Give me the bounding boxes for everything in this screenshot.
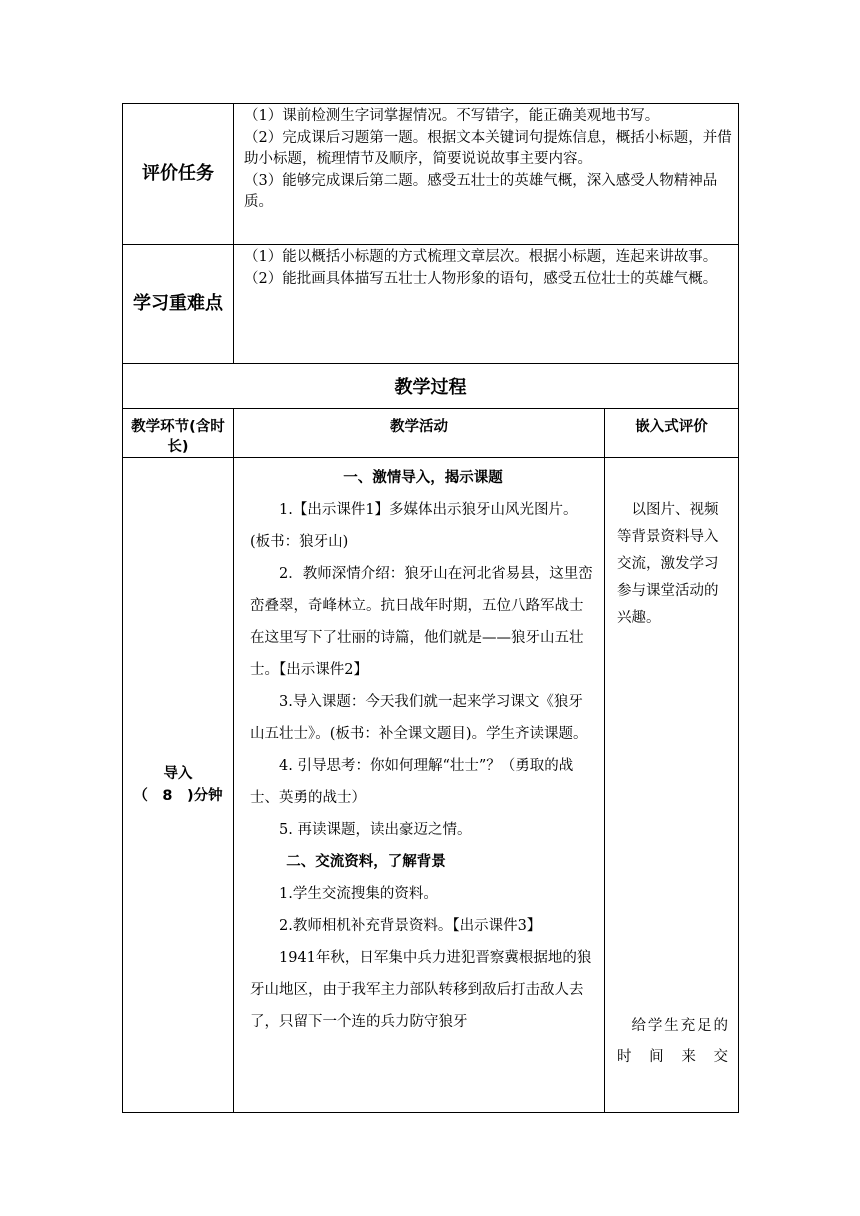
activity-item: 5. 再读课题，读出豪迈之情。 [279,822,472,838]
evaluation-task-label: 评价任务 [123,104,234,245]
evaluation-task-row [123,104,739,245]
activity-item: 2.教师相机补充背景资料。【出示课件3】 [279,918,542,934]
intro-stage-row [123,458,739,1113]
evaluation-item: （2）完成课后习题第一题。根据文本关键词句提炼信息，概括小标题，并借助小标题，梳理情节及顺序，简要说说故事主要内容。 [244,129,732,167]
eval-note: 给学生充足的时间来交 [617,1018,729,1065]
embedded-evaluation-cell [605,458,739,1113]
key-points-content [234,245,739,364]
process-title-row [123,364,739,409]
lesson-plan-table [122,103,739,1113]
activity-cell [234,458,605,1113]
activity-item: 1.学生交流搜集的资料。 [279,886,438,902]
activity-item: 3.导入课题：今天我们就一起来学习课文《狼牙山五壮士》。(板书：补全课文题目)。学生齐读课题。 [250,694,588,742]
key-point-item: （1）能以概括小标题的方式梳理文章层次。根据小标题，连起来讲故事。 [244,249,718,265]
header-evaluation: 嵌入式评价 [605,409,739,458]
activity-item: 1.【出示课件1】多媒体出示狼牙山风光图片。(板书：狼牙山) [250,502,578,550]
stage-duration: （ 8 )分钟 [133,788,223,804]
stage-cell [123,458,234,1113]
activity-item: 1941年秋，日军集中兵力进犯晋察冀根据地的狼牙山地区，由于我军主力部队转移到敌后打击敌人去了，只留下一个连的兵力防守狼牙 [250,950,592,1030]
header-activity: 教学活动 [234,409,605,458]
activity-item: 4. 引导思考：你如何理解“壮士”？（勇取的战士、英勇的战士） [250,758,574,806]
key-points-label: 学习重难点 [123,245,234,364]
key-points-row [123,245,739,364]
process-header-row [123,409,739,458]
stage-name: 导入 [163,766,193,782]
evaluation-task-content [234,104,739,245]
evaluation-item: （1）课前检测生字词掌握情况。不写错字，能正确美观地书写。 [244,108,660,124]
process-title: 教学过程 [123,364,739,409]
section-title: 一、激情导入，揭示课题 [343,470,503,486]
activity-item: 2．教师深情介绍：狼牙山在河北省易县，这里峦峦叠翠，奇峰林立。抗日战年时期，五位八路军战士在这里写下了壮丽的诗篇，他们就是——狼牙山五壮士。【出示课件2】 [250,566,593,678]
section-title: 二、交流资料，了解背景 [286,854,446,870]
eval-note: 以图片、视频等背景资料导入交流，激发学习参与课堂活动的兴趣。 [617,502,719,626]
header-stage: 教学环节(含时长) [123,409,234,458]
key-point-item: （2）能批画具体描写五壮士人物形象的语句，感受五位壮士的英雄气概。 [244,270,718,287]
evaluation-item: （3）能够完成课后第二题。感受五壮士的英雄气概，深入感受人物精神品质。 [244,172,718,210]
